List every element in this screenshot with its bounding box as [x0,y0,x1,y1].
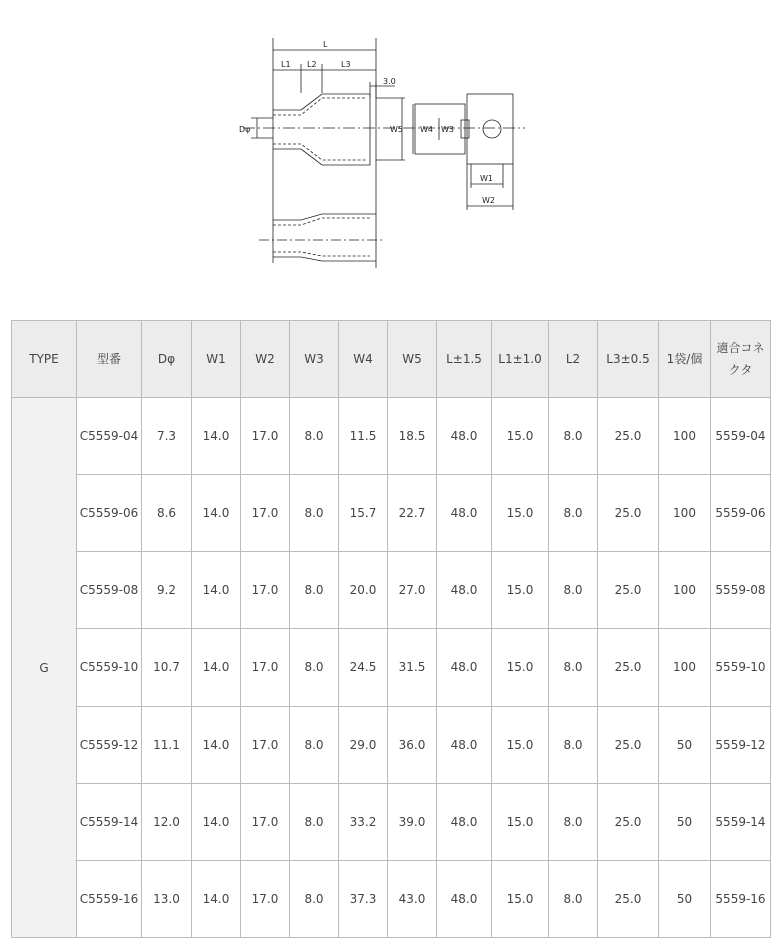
table-cell: 25.0 [598,629,659,706]
column-header: L2 [549,321,598,398]
table-cell: 48.0 [437,475,492,552]
table-cell: 100 [659,475,711,552]
table-cell: 17.0 [241,629,290,706]
dim-W3: W3 [441,125,454,134]
dim-L2: L2 [307,60,317,69]
table-cell: 12.0 [142,783,192,860]
table-cell: C5559-12 [77,706,142,783]
table-cell: 5559-16 [711,860,771,937]
column-header: L1±1.0 [492,321,549,398]
table-cell: 25.0 [598,475,659,552]
table-cell: 17.0 [241,783,290,860]
table-cell: 17.0 [241,860,290,937]
table-cell: 37.3 [339,860,388,937]
table-row [12,629,771,706]
column-header: Dφ [142,321,192,398]
table-cell: 15.0 [492,552,549,629]
table-cell: 5559-04 [711,398,771,475]
table-cell: 8.0 [549,783,598,860]
table-cell: 25.0 [598,706,659,783]
table-cell: 8.0 [290,783,339,860]
table-cell: 15.0 [492,860,549,937]
table-cell: 9.2 [142,552,192,629]
dimension-drawing-svg [235,38,535,273]
table-cell: 11.1 [142,706,192,783]
dim-W2: W2 [482,196,495,205]
table-cell: C5559-14 [77,783,142,860]
table-cell: 14.0 [192,706,241,783]
dim-L3: L3 [341,60,351,69]
column-header: W4 [339,321,388,398]
table-cell: 8.0 [290,860,339,937]
table-cell: 48.0 [437,706,492,783]
table-cell: 15.0 [492,629,549,706]
table-cell: 100 [659,629,711,706]
table-cell: 17.0 [241,398,290,475]
table-cell: 15.7 [339,475,388,552]
table-cell: 100 [659,552,711,629]
table-cell: 15.0 [492,706,549,783]
table-cell: 33.2 [339,783,388,860]
table-cell: 18.5 [388,398,437,475]
table-cell: 25.0 [598,783,659,860]
table-cell: 14.0 [192,860,241,937]
dim-3-0: 3.0 [383,77,396,86]
table-cell: 15.0 [492,783,549,860]
table-row [12,552,771,629]
table-cell: 14.0 [192,783,241,860]
table-cell: 14.0 [192,552,241,629]
column-header: L3±0.5 [598,321,659,398]
table-cell: 17.0 [241,706,290,783]
table-cell: 48.0 [437,783,492,860]
table-cell: C5559-06 [77,475,142,552]
table-cell: 17.0 [241,475,290,552]
table-cell: 8.0 [549,629,598,706]
table-cell: 22.7 [388,475,437,552]
table-cell: 5559-14 [711,783,771,860]
table-cell: 8.0 [290,706,339,783]
column-header: W5 [388,321,437,398]
table-cell: 31.5 [388,629,437,706]
type-cell: G [12,398,77,938]
table-cell: 5559-10 [711,629,771,706]
table-cell: 14.0 [192,475,241,552]
table-row [12,398,771,475]
table-cell: C5559-10 [77,629,142,706]
table-cell: 48.0 [437,860,492,937]
table-cell: 25.0 [598,860,659,937]
table-cell: 14.0 [192,629,241,706]
table-cell: 5559-06 [711,475,771,552]
table-cell: 25.0 [598,398,659,475]
table-cell: 50 [659,706,711,783]
table-cell: 48.0 [437,629,492,706]
table-cell: 20.0 [339,552,388,629]
table-cell: C5559-04 [77,398,142,475]
table-cell: 15.0 [492,475,549,552]
dim-D: Dφ [239,125,251,134]
table-cell: 29.0 [339,706,388,783]
table-cell: 8.6 [142,475,192,552]
table-cell: 8.0 [290,629,339,706]
table-row [12,783,771,860]
table-cell: 100 [659,398,711,475]
table-cell: 17.0 [241,552,290,629]
column-header: W3 [290,321,339,398]
table-cell: C5559-08 [77,552,142,629]
spec-table [11,320,771,938]
table-cell: 48.0 [437,398,492,475]
table-cell: 8.0 [290,552,339,629]
table-row [12,475,771,552]
table-cell: C5559-16 [77,860,142,937]
table-header-row [12,321,771,398]
table-cell: 5559-12 [711,706,771,783]
column-header: W2 [241,321,290,398]
table-cell: 14.0 [192,398,241,475]
table-cell: 10.7 [142,629,192,706]
table-cell: 43.0 [388,860,437,937]
table-cell: 48.0 [437,552,492,629]
dim-W4: W4 [420,125,433,134]
table-cell: 25.0 [598,552,659,629]
table-cell: 15.0 [492,398,549,475]
dim-L: L [323,40,328,49]
table-cell: 8.0 [549,860,598,937]
table-cell: 50 [659,783,711,860]
table-cell: 13.0 [142,860,192,937]
table-cell: 11.5 [339,398,388,475]
table-cell: 8.0 [549,552,598,629]
dim-W5: W5 [390,125,403,134]
table-cell: 8.0 [290,475,339,552]
dim-W1: W1 [480,174,493,183]
table-cell: 50 [659,860,711,937]
table-row [12,860,771,937]
table-cell: 36.0 [388,706,437,783]
column-header: 適合コネクタ [711,321,771,398]
dim-L1: L1 [281,60,291,69]
column-header: W1 [192,321,241,398]
table-cell: 8.0 [290,398,339,475]
column-header: TYPE [12,321,77,398]
table-cell: 24.5 [339,629,388,706]
technical-drawing [235,38,535,273]
table-cell: 7.3 [142,398,192,475]
table-cell: 5559-08 [711,552,771,629]
table-row [12,706,771,783]
table-cell: 39.0 [388,783,437,860]
table-cell: 8.0 [549,398,598,475]
table-cell: 8.0 [549,706,598,783]
column-header: 1袋/個 [659,321,711,398]
column-header: L±1.5 [437,321,492,398]
table-cell: 27.0 [388,552,437,629]
column-header: 型番 [77,321,142,398]
table-cell: 8.0 [549,475,598,552]
